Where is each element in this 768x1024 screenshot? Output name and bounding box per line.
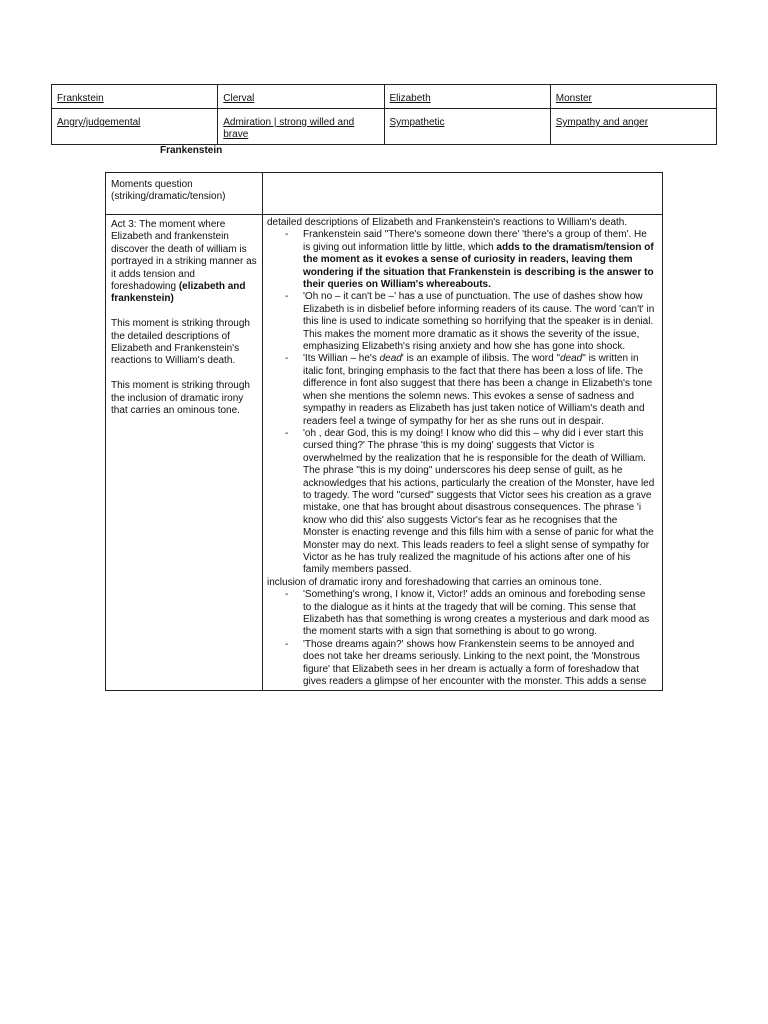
analysis-item: - 'Those dreams again?' shows how Frankenstein seems to be annoyed and does not take her dreams seriously. Linking to the next point, the 'Monstrous figure' that Elizabeth sees in her dream is actually a form of foreshadow that gives readers a glimpse of her encounter with the monster. This adds a sense	[267, 639, 656, 689]
moments-header-empty	[263, 173, 663, 215]
moment-summary-text: Act 3: The moment where Elizabeth and frankenstein discover the death of william is portrayed in a striking manner as it adds tension and foreshadowing	[111, 219, 257, 293]
character-name-frankenstein: Frankstein	[52, 85, 218, 109]
moment-point-irony: This moment is striking through the inclusion of dramatic irony that carries an ominous tone.	[111, 380, 250, 417]
moment-point-descriptions: This moment is striking through the detailed descriptions of Elizabeth and Frankenstein's reactions to William's death.	[111, 318, 250, 367]
character-feeling-frankenstein: Angry/judgemental	[52, 109, 218, 145]
character-name-elizabeth: Elizabeth	[384, 85, 550, 109]
moments-question-header: Moments question (striking/dramatic/tension)	[106, 173, 263, 215]
character-name-monster: Monster	[550, 85, 716, 109]
analysis-list-irony	[267, 589, 656, 688]
moment-summary-characters: (elizabeth and frankenstein)	[111, 281, 246, 305]
character-feeling-clerval: Admiration | strong willed and brave	[218, 109, 384, 145]
analysis-text: 'Its Willian – he's	[303, 353, 380, 365]
moment-analysis-cell	[263, 215, 663, 691]
analysis-item	[267, 229, 656, 291]
analysis-intro-irony: inclusion of dramatic irony and foreshadowing that carries an ominous tone.	[267, 576, 602, 588]
moment-summary-paragraph	[111, 219, 257, 306]
analysis-text: Frankenstein said "There's someone down there' 'there's a group of them'. He is giving out information little by little, which	[303, 229, 647, 253]
analysis-emphasis: adds to the dramatism/tension of the moment as it evokes a sense of curiosity in readers, leaving them wondering if the situation that Frankenstein is describing is the answer to their queries on William's whereabouts.	[303, 241, 654, 291]
section-title: Frankenstein	[160, 145, 223, 156]
character-feeling-monster: Sympathy and anger	[550, 109, 716, 145]
character-name-clerval: Clerval	[218, 85, 384, 109]
analysis-text: " is written in italic font, bringing emphasis to the fact that there has been a loss of life. The difference in font also suggest that there has been a change in Elizabeth's tone when she mentions the solemn news. This evokes a sense of sadness and sympathy in readers as Elizabeth has just taken notice of William's death and readers feel a twinge of sympathy for her as she runs out in despair.	[303, 353, 653, 427]
analysis-item: - 'Oh no – it can't be –' has a use of punctuation. The use of dashes show how Elizabeth is in disbelief before informing readers of its cause. The word 'can't' in this line is used to indicate something so horrifying that the speaker is in denial. This makes the moment more dramatic as it shows the severity of the issue, emphasizing Elizabeth's rising anxiety and how she has gone into shock.	[267, 291, 656, 353]
analysis-item	[267, 353, 656, 427]
analysis-item: - 'Something's wrong, I know it, Victor!' adds an ominous and foreboding sense to the dialogue as it hints at the tragedy that will be coming. This sense that Elizabeth has that something is wrong creates a mysterious and dark mood as the moment starts with a sign that something is about to go wrong.	[267, 589, 656, 639]
character-table	[51, 84, 717, 145]
analysis-text: ' is an example of ilibsis. The word "	[401, 353, 560, 365]
character-feeling-elizabeth: Sympathetic	[384, 109, 550, 145]
analysis-italic: dead	[560, 353, 583, 365]
analysis-italic: dead	[379, 353, 402, 365]
analysis-list-descriptions	[267, 229, 656, 576]
analysis-item: - 'oh , dear God, this is my doing! I know who did this – why did i ever start this cursed thing?' The phrase 'this is my doing' suggests that Victor is overwhelmed by the realization that he is responsible for the death of William. The phrase "this is my doing" underscores his deep sense of guilt, as he acknowledges that his actions, particularly the creation of the Monster, have led to tragedy. The word "cursed" suggests that Victor sees his creation as a grave mistake, one that has brought about disastrous consequences. The phrase 'i know who did this' also suggests Victor's fear as he recognises that the Monster is enacting revenge and this fills him with a sense of panic for what the Monster may do next. This leads readers to feel a slight sense of sympathy for Victor as he has truly realized the magnitude of his actions after one of his family members passed.	[267, 428, 656, 577]
analysis-intro-descriptions: detailed descriptions of Elizabeth and Frankenstein's reactions to William's death.	[267, 217, 628, 228]
moments-table	[105, 172, 663, 691]
moment-summary-cell	[106, 215, 263, 691]
